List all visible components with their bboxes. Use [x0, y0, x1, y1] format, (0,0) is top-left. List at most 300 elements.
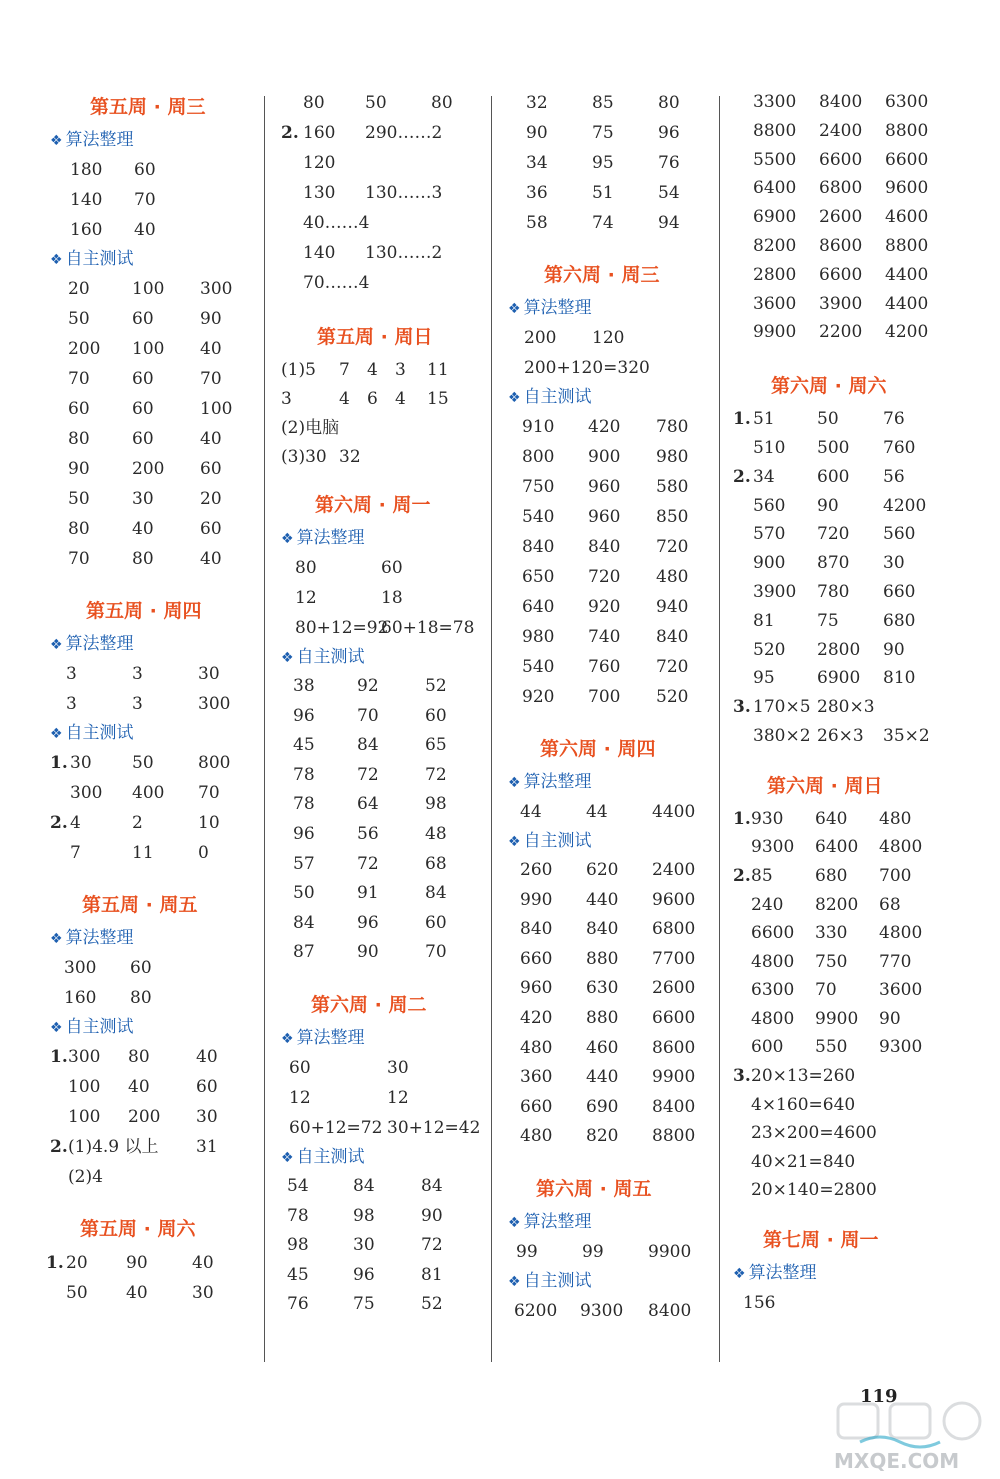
answer-value: 95	[753, 668, 775, 689]
answer-value: 120	[303, 153, 336, 173]
answer-value: 80	[68, 429, 90, 449]
answer-value: 480	[879, 808, 912, 829]
answer-row	[733, 1176, 953, 1205]
answer-row	[508, 592, 713, 622]
diamond-bullet-icon: ❖	[508, 1273, 521, 1290]
answer-row	[281, 238, 486, 268]
answer-value: 9900	[753, 322, 797, 343]
answer-value: 200	[68, 339, 101, 359]
answer-row	[281, 118, 486, 148]
answer-value: 9900	[815, 1008, 859, 1029]
answer-value: 50	[817, 409, 839, 430]
section-title: 第七周 · 周一	[763, 1229, 879, 1252]
answer-value: 420	[520, 1007, 553, 1028]
answer-value: 96	[353, 1264, 375, 1285]
subsection-heading	[50, 630, 260, 659]
answer-value: 2800	[817, 639, 861, 660]
subsection-heading	[281, 1143, 486, 1172]
answer-value: 38	[293, 676, 315, 696]
answer-row	[508, 886, 713, 916]
question-number: 1.	[46, 1253, 64, 1273]
column-divider-2	[491, 96, 492, 1362]
diamond-bullet-icon: ❖	[50, 133, 63, 149]
answer-row	[281, 1231, 486, 1261]
answer-row	[50, 1102, 260, 1132]
section-title: 第六周 · 周三	[544, 264, 660, 286]
answer-value: 660	[520, 1096, 553, 1117]
answer-row	[281, 820, 486, 850]
answer-value: 800	[522, 447, 555, 467]
answer-value: 720	[656, 657, 689, 677]
column-4	[733, 88, 953, 1318]
section-title: 第六周 · 周二	[311, 993, 427, 1016]
answer-value: 4	[339, 389, 350, 409]
section-title: 第六周 · 周一	[315, 494, 431, 516]
answer-value: 460	[586, 1037, 619, 1058]
answer-value: 40	[192, 1253, 214, 1273]
answer-value: 70	[198, 783, 220, 803]
question-number: 2.	[733, 466, 751, 487]
answer-value: 820	[586, 1126, 619, 1147]
answer-value: 90	[357, 942, 379, 963]
answer-value: 100	[132, 279, 165, 299]
answer-value: 30	[70, 753, 92, 773]
answer-value: 8400	[648, 1300, 692, 1321]
subsection-heading	[508, 1208, 713, 1237]
answer-value: (1)5	[281, 360, 316, 380]
answer-value: 2600	[652, 978, 696, 999]
answer-row	[50, 1072, 260, 1102]
answer-value: 30	[196, 1107, 218, 1127]
diamond-bullet-icon: ❖	[281, 531, 294, 547]
answer-value: 8600	[652, 1037, 696, 1058]
answer-value: 99	[582, 1241, 604, 1262]
column-divider-3	[719, 96, 720, 1362]
diamond-bullet-icon: ❖	[281, 1030, 294, 1047]
answer-value: 100	[68, 1077, 101, 1097]
answer-row	[50, 304, 260, 334]
answer-row	[508, 1296, 713, 1326]
answer-value: 57	[293, 853, 315, 874]
answer-value: 34	[753, 466, 775, 487]
answer-value: 140	[303, 243, 336, 263]
answer-row	[281, 672, 486, 702]
answer-row	[50, 1162, 260, 1192]
answer-value: 40	[134, 220, 156, 240]
subsection-label: 自主测试	[523, 387, 592, 407]
answer-value: 560	[753, 495, 786, 516]
answer-row	[508, 532, 713, 562]
answer-row	[281, 1053, 486, 1083]
answer-row	[733, 1033, 953, 1062]
answer-value: 96	[293, 823, 315, 844]
answer-value: 520	[656, 687, 689, 707]
answer-value: 6800	[819, 178, 863, 199]
answer-value: 40×21=840	[751, 1151, 856, 1172]
answer-value: 70	[134, 190, 156, 210]
answer-row	[281, 761, 486, 791]
answer-value: 80+12=92	[295, 618, 389, 638]
answer-value: 9900	[648, 1241, 692, 1262]
answer-value: 74	[592, 213, 614, 233]
answer-value: 85	[592, 93, 614, 113]
answer-value: 50	[68, 489, 90, 509]
answer-row	[50, 808, 260, 838]
answer-row	[508, 148, 713, 178]
answer-value: 60	[68, 399, 90, 419]
page-number: 119	[860, 1386, 898, 1407]
answer-value: 440	[586, 1067, 619, 1088]
answer-value: 4400	[652, 802, 696, 822]
answer-value: 34	[526, 153, 548, 173]
answer-value: 4	[367, 360, 378, 380]
answer-value: 550	[815, 1037, 848, 1058]
answer-value: 84	[425, 883, 447, 904]
answer-value: 700	[879, 865, 912, 886]
answer-value: 12	[295, 588, 317, 608]
answer-value: 90	[200, 309, 222, 329]
question-number: 3.	[733, 697, 751, 718]
answer-row	[508, 682, 713, 712]
answer-value: 12	[387, 1087, 409, 1108]
answer-row	[281, 938, 486, 968]
answer-value: 840	[586, 919, 619, 940]
answer-row	[50, 659, 260, 689]
question-number: 1.	[733, 808, 751, 829]
answer-row	[733, 722, 953, 751]
answer-value: 60	[134, 160, 156, 180]
answer-value: 87	[293, 942, 315, 963]
answer-value: 400	[132, 783, 165, 803]
answer-row	[508, 562, 713, 592]
answer-row	[508, 442, 713, 472]
answer-value: 910	[522, 417, 555, 437]
answer-value: 20	[66, 1253, 88, 1273]
answer-row	[281, 731, 486, 761]
answer-value: 8800	[885, 120, 929, 141]
answer-value: 3900	[753, 581, 797, 602]
answer-value: 9300	[751, 837, 795, 858]
answer-value: 60	[425, 705, 447, 726]
subsection-heading	[281, 524, 486, 553]
subsection-heading	[508, 827, 713, 856]
answer-row	[50, 748, 260, 778]
answer-value: 40	[200, 339, 222, 359]
answer-row	[508, 1063, 713, 1093]
answer-value: 72	[425, 764, 447, 785]
answer-value: 4200	[885, 322, 929, 343]
answer-row	[508, 915, 713, 945]
question-number: 1.	[733, 409, 751, 430]
answer-value: 60	[130, 958, 152, 978]
question-number: 3.	[733, 1066, 751, 1087]
answer-row	[50, 274, 260, 304]
answer-value: 870	[817, 553, 850, 574]
answer-value: 56	[883, 466, 905, 487]
answer-row	[50, 838, 260, 868]
answer-value: 130……2	[365, 243, 443, 263]
answer-value: 750	[522, 477, 555, 497]
answer-value: 850	[656, 507, 689, 527]
answer-value: 70	[68, 549, 90, 569]
answer-value: 960	[588, 477, 621, 497]
answer-value: 60	[200, 519, 222, 539]
answer-value: 6400	[815, 837, 859, 858]
diamond-bullet-icon: ❖	[50, 1020, 63, 1036]
answer-value: 68	[425, 853, 447, 874]
answer-value: 40	[200, 429, 222, 449]
answer-value: 50	[132, 753, 154, 773]
answer-value: 23×200=4600	[751, 1123, 877, 1144]
answer-value: 40	[132, 519, 154, 539]
answer-value: 92	[357, 676, 379, 696]
answer-value: 760	[883, 437, 916, 458]
answer-row	[281, 702, 486, 732]
answer-value: 15	[427, 389, 449, 409]
answer-value: 44	[586, 802, 608, 822]
answer-value: 7	[70, 843, 81, 863]
answer-value: 60+12=72	[289, 1117, 383, 1138]
answer-value: 8800	[652, 1126, 696, 1147]
answer-value: 290……2	[365, 123, 443, 143]
subsection-heading	[733, 1259, 953, 1288]
answer-value: 30	[387, 1057, 409, 1078]
section-title: 第五周 · 周五	[82, 894, 198, 916]
subsection-heading	[50, 1013, 260, 1042]
answer-value: 40	[200, 549, 222, 569]
answer-value: 76	[883, 409, 905, 430]
answer-value: 76	[287, 1294, 309, 1315]
answer-value: 60	[381, 558, 403, 578]
answer-row	[508, 797, 713, 827]
answer-value: 45	[287, 1264, 309, 1285]
question-number: 1.	[50, 753, 68, 773]
answer-value: 3300	[753, 92, 797, 112]
answer-row	[733, 891, 953, 920]
answer-value: 510	[753, 437, 786, 458]
answer-value: 6400	[753, 178, 797, 199]
answer-row	[508, 1034, 713, 1064]
answer-value: 240	[751, 894, 784, 915]
answer-value: 98	[287, 1235, 309, 1256]
answer-row	[508, 353, 713, 383]
diamond-bullet-icon: ❖	[508, 1214, 521, 1231]
answer-value: 930	[751, 808, 784, 829]
answer-value: 540	[522, 507, 555, 527]
answer-value: 6600	[652, 1007, 696, 1028]
answer-value: 99	[516, 1241, 538, 1262]
answer-row	[281, 443, 486, 472]
answer-value: 40	[196, 1047, 218, 1067]
answer-row	[508, 974, 713, 1004]
subsection-label: 算法整理	[748, 1263, 817, 1284]
answer-row	[733, 405, 953, 434]
answer-value: 30	[132, 489, 154, 509]
diamond-bullet-icon: ❖	[50, 931, 63, 947]
answer-value: 6600	[751, 923, 795, 944]
svg-text:MXQE.COM: MXQE.COM	[834, 1449, 960, 1473]
question-number: 2.	[50, 1137, 68, 1157]
answer-value: 3	[132, 694, 143, 714]
answer-value: 65	[425, 735, 447, 756]
answer-value: 11	[427, 360, 449, 380]
answer-value: 810	[883, 668, 916, 689]
answer-value: 68	[879, 894, 901, 915]
answer-value: 840	[656, 627, 689, 647]
answer-value: 640	[522, 597, 555, 617]
answer-row	[46, 1248, 260, 1278]
answer-value: 75	[592, 123, 614, 143]
answer-value: 330	[815, 923, 848, 944]
answer-value: 51	[592, 183, 614, 203]
answer-value: 2	[132, 813, 143, 833]
answer-value: 54	[658, 183, 680, 203]
answer-row	[50, 484, 260, 514]
answer-value: 32	[526, 93, 548, 113]
subsection-heading	[508, 1267, 713, 1296]
answer-value: 98	[425, 794, 447, 815]
subsection-heading	[508, 294, 713, 323]
diamond-bullet-icon: ❖	[508, 775, 521, 791]
answer-row	[281, 850, 486, 880]
answer-row	[733, 434, 953, 463]
answer-value: 40	[126, 1283, 148, 1303]
answer-value: 680	[883, 610, 916, 631]
answer-value: 51	[753, 409, 775, 430]
section-title: 第六周 · 周四	[540, 738, 656, 760]
answer-row	[281, 268, 486, 298]
answer-value: 4400	[885, 264, 929, 285]
answer-row	[281, 208, 486, 238]
answer-row	[508, 1122, 713, 1152]
section-title: 第五周 · 周四	[86, 600, 202, 622]
answer-value: 4800	[751, 1008, 795, 1029]
answer-row	[733, 1062, 953, 1091]
answer-value: 920	[588, 597, 621, 617]
answer-value: 570	[753, 524, 786, 545]
answer-row	[50, 454, 260, 484]
answer-value: 300	[200, 279, 233, 299]
answer-row	[281, 385, 486, 414]
answer-row	[508, 472, 713, 502]
answer-value: 160	[64, 988, 97, 1008]
answer-value: 4	[70, 813, 81, 833]
answer-row	[50, 689, 260, 719]
answer-value: 80	[128, 1047, 150, 1067]
answer-value: 84	[293, 912, 315, 933]
answer-value: 690	[586, 1096, 619, 1117]
answer-value: 2800	[753, 264, 797, 285]
answer-value: 560	[883, 524, 916, 545]
answer-value: 70	[425, 942, 447, 963]
answer-value: 200+120=320	[524, 358, 650, 378]
answer-row	[50, 155, 260, 185]
answer-row	[50, 394, 260, 424]
answer-row	[733, 1148, 953, 1177]
answer-value: 650	[522, 567, 555, 587]
answer-value: 70……4	[303, 273, 370, 293]
answer-value: 90	[526, 123, 548, 143]
answer-row	[508, 502, 713, 532]
answer-value: 6600	[819, 264, 863, 285]
answer-value: 6600	[885, 149, 929, 170]
answer-row	[508, 323, 713, 353]
answer-value: 58	[526, 213, 548, 233]
answer-value: 8200	[815, 894, 859, 915]
diamond-bullet-icon: ❖	[733, 1266, 746, 1283]
answer-value: 30	[353, 1235, 375, 1256]
answer-value: 120	[592, 328, 625, 348]
subsection-label: 算法整理	[296, 1027, 365, 1048]
answer-row	[508, 1237, 713, 1267]
answer-value: 2200	[819, 322, 863, 343]
answer-value: 9300	[879, 1037, 923, 1058]
answer-row	[733, 833, 953, 862]
answer-row	[733, 805, 953, 834]
answer-value: 90	[126, 1253, 148, 1273]
answer-row	[733, 1288, 953, 1318]
answer-row	[733, 948, 953, 977]
answer-value: 880	[586, 1007, 619, 1028]
answer-row	[281, 583, 486, 613]
answer-row	[733, 664, 953, 693]
answer-row	[733, 976, 953, 1005]
answer-value: 100	[132, 339, 165, 359]
answer-value: 2600	[819, 207, 863, 228]
answer-value: 840	[520, 919, 553, 940]
answer-value: 96	[658, 123, 680, 143]
answer-value: 78	[293, 764, 315, 785]
answer-value: 980	[656, 447, 689, 467]
answer-value: 80	[130, 988, 152, 1008]
answer-value: 720	[817, 524, 850, 545]
answer-value: 60	[132, 369, 154, 389]
section-title: 第六周 · 周五	[536, 1177, 652, 1200]
answer-row	[733, 693, 953, 722]
answer-value: 52	[425, 676, 447, 696]
answer-row	[50, 334, 260, 364]
question-number: 2.	[733, 865, 751, 886]
answer-row	[733, 919, 953, 948]
answer-value: 81	[421, 1264, 443, 1285]
answer-value: 72	[421, 1235, 443, 1256]
answer-value: 630	[586, 978, 619, 999]
answer-row	[508, 1093, 713, 1123]
answer-value: 60+18=78	[381, 618, 475, 638]
answer-value: 540	[522, 657, 555, 677]
answer-row	[50, 1042, 260, 1072]
answer-row	[733, 1091, 953, 1120]
answer-row	[281, 88, 486, 118]
answer-row	[281, 553, 486, 583]
answer-row	[50, 1278, 260, 1308]
answer-value: 52	[421, 1294, 443, 1315]
answer-value: 480	[520, 1037, 553, 1058]
answer-value: 12	[289, 1087, 311, 1108]
answer-value: 880	[586, 948, 619, 969]
diamond-bullet-icon: ❖	[50, 252, 63, 268]
answer-value: 960	[520, 978, 553, 999]
subsection-label: 算法整理	[296, 528, 365, 548]
answer-row	[281, 356, 486, 385]
subsection-heading	[50, 126, 260, 155]
answer-value: 6900	[817, 668, 861, 689]
answer-value: 300	[68, 1047, 101, 1067]
answer-value: 100	[200, 399, 233, 419]
column-divider-1	[264, 96, 265, 1362]
answer-row	[733, 174, 953, 203]
answer-value: 840	[588, 537, 621, 557]
